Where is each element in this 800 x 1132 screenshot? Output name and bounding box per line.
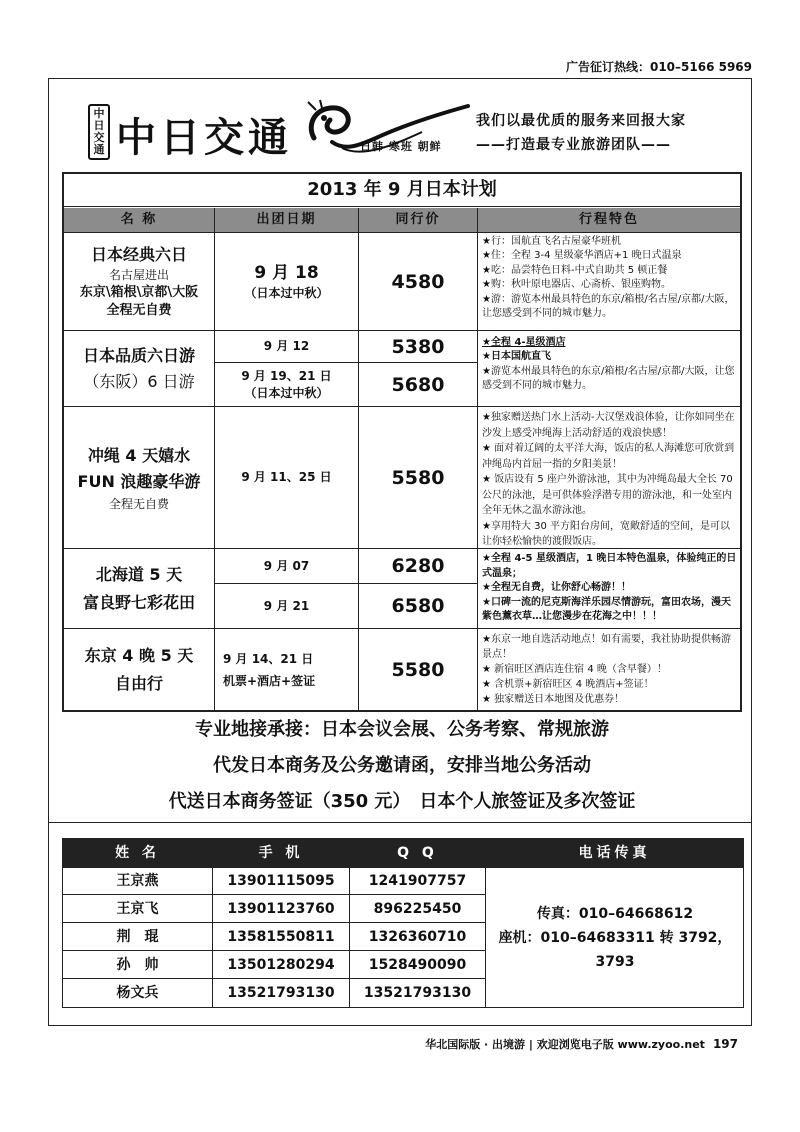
slogan-line-2: ——打造最专业旅游团队——: [476, 137, 671, 153]
tour-date: 9 月 11、25 日: [241, 470, 332, 484]
feature-item: ★ 独家赠送日本地图及优惠券！: [482, 694, 625, 705]
tour-features: [478, 408, 742, 548]
tour-price-cell: [359, 407, 477, 548]
service-line: 代发日本商务及公务邀请函，安排当地公务活动: [213, 755, 591, 776]
tour-price-cell: [359, 629, 477, 710]
tour-price: 5580: [391, 466, 445, 489]
feature-item: ★ 含机票+新宿旺区 4 晚酒店+签证！: [482, 679, 654, 690]
brand-name: 中日交通: [116, 115, 292, 161]
tour-date-cell: [215, 233, 358, 330]
tour-date-note: （日本过中秋）: [244, 286, 329, 300]
tour-name-cell: [64, 629, 214, 710]
contact-phone[interactable]: 13501280294: [227, 957, 335, 973]
tour-features: [478, 550, 742, 628]
slogan-line-1: 我们以最优质的服务来回报大家: [476, 113, 686, 129]
feature-item: ★ 新宿旺区酒店连住宿 4 晚（含早餐）！: [482, 664, 667, 675]
feature-item: ★ 饭店设有 5 座户外游泳池，其中为冲绳岛最大全长 70 公尺的泳池，是可供体验浮潜专用的游泳池，和一处室内全年无休之温水游泳池。: [482, 474, 733, 516]
tour-name: 自由行: [114, 673, 163, 693]
tour-name-cell: [64, 331, 214, 406]
tour-name: 北海道 5 天: [95, 564, 183, 584]
contact-header-name: 姓 名: [63, 839, 212, 867]
header-price: 同行价: [359, 208, 477, 232]
tour-date-cell: [215, 549, 358, 583]
tour-price: 5380: [391, 335, 445, 358]
tour-date: 9 月 12: [263, 339, 310, 353]
fax-number: 传真：010–64668612: [536, 906, 694, 922]
tour-date-note: 机票+酒店+签证: [223, 673, 316, 688]
tour-name-cell: [64, 407, 214, 548]
feature-item: ★全程无自费，让你舒心畅游！！: [482, 582, 631, 594]
tour-price: 6580: [391, 595, 445, 617]
tour-price-cell: [359, 584, 477, 628]
tour-sub: 东京\箱根\京都\大阪: [79, 284, 199, 300]
contact-phone[interactable]: 13901115095: [227, 873, 335, 889]
tour-date-cell: [215, 331, 358, 362]
tour-date-cell: [215, 584, 358, 628]
tour-price: 5680: [391, 373, 445, 396]
tour-date-cell: [215, 363, 358, 406]
tour-name: 日本品质六日游: [82, 345, 195, 365]
feature-item: ★游：游览本州最具特色的东京/箱根/名古屋/京都/大阪，让您感受到不同的城市魅力。: [482, 293, 735, 320]
feature-item: ★全程 4-5 星级酒店，1 晚日本特色温泉，体验纯正的日式温泉；: [482, 553, 737, 579]
tour-features: [478, 630, 742, 710]
ad-hotline: 广告征订热线：010–5166 5969: [565, 60, 752, 74]
feature-item: ★享用特大 30 平方阳台房间，宽敞舒适的空间，是可以让你轻松愉快的渡假饭店。: [482, 520, 731, 547]
feature-item: ★住：全程 3-4 星级豪华酒店+1 晚日式温泉: [482, 250, 682, 262]
feature-item: ★吃：品尝特色日料-中式自助共 5 顿正餐: [482, 264, 668, 276]
tour-features: [478, 233, 742, 330]
contact-name: 王京燕: [116, 873, 159, 889]
tour-features: [478, 334, 742, 406]
tel-extension: 3793: [595, 954, 635, 970]
tour-date: 9 月 14、21 日: [223, 651, 314, 666]
tour-name: 东京 4 晚 5 天: [84, 645, 194, 665]
plan-title: 2013 年 9 月日本计划: [307, 179, 497, 200]
contact-qq: 896225450: [373, 901, 462, 917]
contact-name: 杨文兵: [116, 985, 159, 1001]
contact-name: 孙 帅: [116, 957, 159, 973]
feature-item: ★口碑一流的尼克斯海洋乐园尽情游玩，富田农场，漫天紫色薰衣草…让您漫步在花海之中！！！: [482, 596, 731, 623]
contact-phone[interactable]: 13901123760: [227, 901, 335, 917]
contact-header-phone: 手 机: [213, 839, 349, 867]
feature-item: ★日本国航直飞: [482, 351, 551, 363]
feature-item: ★全程 4-星级酒店: [482, 337, 566, 348]
header-date: 出团日期: [215, 208, 358, 232]
tour-price: 5580: [391, 658, 445, 681]
tour-date: 9 月 19、21 日: [241, 368, 332, 383]
feature-item: ★独家赠送热门水上活动-大汉堡戏浪体验，让你如同坐在沙发上感受冲绳海上活动舒适的戏浪快感！: [482, 412, 735, 439]
contact-qq: 1326360710: [368, 929, 467, 945]
tour-date-note: （日本过中秋）: [244, 385, 329, 400]
tour-name: （东阪）6 日游: [83, 371, 195, 391]
feature-item: ★购：秋叶原电器店、心斋桥、银座购物。: [482, 279, 671, 291]
tour-date: 9 月 07: [263, 558, 310, 573]
tour-date: 9 月 18: [254, 263, 319, 283]
tour-date: 9 月 21: [263, 598, 310, 613]
tour-price: 6280: [391, 555, 445, 577]
brand-vertical-logo: 中日交通: [88, 104, 110, 160]
brand-routes: 日韩 寒班 朝鲜: [360, 140, 442, 153]
contact-names: [63, 868, 212, 1008]
contact-fax-block: [486, 868, 744, 1008]
contact-header-fax: 电话传真: [486, 839, 743, 867]
contact-name: 荆 琨: [116, 929, 159, 945]
tour-name: 富良野七彩花田: [82, 592, 195, 612]
tour-sub: 名古屋进出: [108, 267, 169, 282]
feature-item: ★东京一地自选活动地点！如有需要，我社协助提供畅游景点！: [482, 634, 731, 660]
header-name: 名 称: [64, 208, 214, 232]
page-number: 197: [712, 1037, 738, 1051]
footer-text: 华北国际版 · 出境游 | 欢迎浏览电子版 www.zyoo.net: [425, 1038, 705, 1051]
tour-price-cell: [359, 363, 477, 406]
tour-date-cell: [215, 629, 358, 710]
dragon-logo-icon: [302, 98, 472, 164]
header-features: 行程特色: [478, 208, 740, 232]
contact-phone[interactable]: 13581550811: [227, 929, 335, 945]
service-line: 代送日本商务签证（350 元） 日本个人旅签证及多次签证: [168, 791, 636, 812]
tour-name: 冲绳 4 天嬉水: [87, 445, 191, 465]
tour-sub: 全程无自费: [108, 496, 169, 511]
tour-price-cell: [359, 549, 477, 583]
contact-phones: [213, 868, 349, 1008]
tour-price-cell: [359, 331, 477, 362]
footer: [425, 1036, 738, 1052]
tour-price-cell: [359, 233, 477, 330]
feature-item: ★行：国航直飞名古屋豪华班机: [482, 236, 621, 247]
service-line: 专业地接承接：日本会议会展、公务考察、常规旅游: [195, 719, 609, 740]
contact-name: 王京飞: [116, 901, 159, 917]
contact-qq: 1241907757: [368, 873, 467, 889]
services-block: [62, 712, 742, 820]
tel-number: 座机：010–64683311 转 3792，: [498, 930, 732, 946]
tour-name-cell: [64, 233, 214, 330]
contact-qqs: [350, 868, 485, 1008]
tour-date-cell: [215, 407, 358, 548]
contact-phone[interactable]: 13521793130: [227, 985, 335, 1001]
tour-name: FUN 浪趣豪华游: [77, 471, 201, 491]
contact-qq: 13521793130: [363, 985, 472, 1001]
feature-item: ★游览本州最具特色的东京/箱根/名古屋/京都/大阪，让您感受到不同的城市魅力。: [482, 365, 735, 392]
feature-item: ★ 面对着辽阔的太平洋大海，饭店的私人海滩您可欣赏到冲绳岛内首屈一指的夕阳美景！: [482, 443, 735, 470]
tour-name: 日本经典六日: [90, 244, 187, 264]
tour-name-cell: [64, 549, 214, 628]
contact-qq: 1528490090: [368, 957, 467, 973]
contact-header-qq: Q Q: [350, 839, 485, 867]
tour-sub: 全程无自费: [106, 302, 172, 318]
tour-price: 4580: [391, 270, 445, 293]
